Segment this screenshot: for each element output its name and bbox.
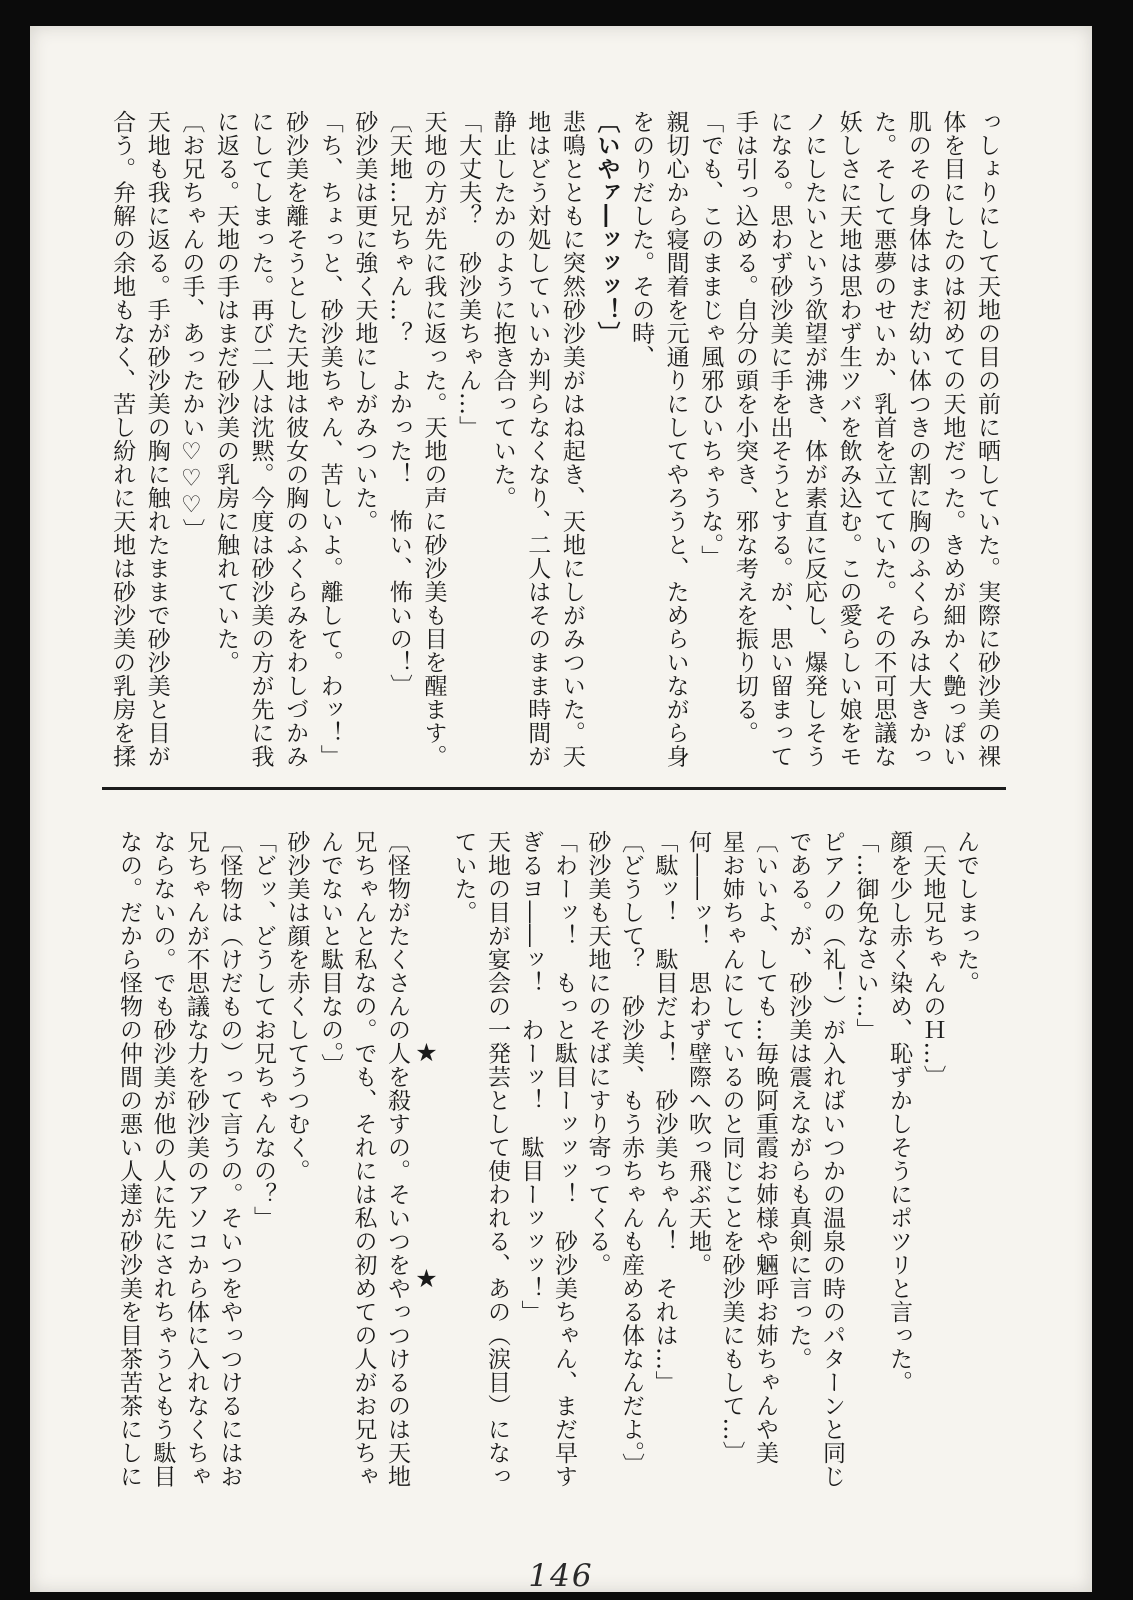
text-column: っしょりにして天地の目の前に晒していた。実際に砂沙美の裸 (974, 110, 1000, 768)
star-icon: ★ (412, 1264, 441, 1294)
text-column: 「駄ッ！ 駄目だよ！ 砂沙美ちゃん！ それは…」 (651, 830, 678, 1394)
text-column: 〔怪物がたくさんの人を殺すの。そいつをやっつけるのは天地 (384, 830, 410, 1488)
text-column: ノにしたいという欲望が沸き、体が素直に反応し、爆発しそう (801, 110, 828, 768)
text-column: ならないの。でも砂沙美が他の人に先にされちゃうともう駄目 (149, 830, 176, 1488)
text-column: 〔天地…兄ちゃん…？ よかった！ 怖い、怖いの！〕 (385, 110, 412, 698)
bottom-text-block (112, 830, 983, 1492)
text-column: ピアノの（礼！）が入ればいつかの温泉の時のパターンと同じ (819, 830, 845, 1488)
text-column: 砂沙美は顔を赤くしてうつむく。 (283, 830, 310, 1183)
top-text-block (105, 110, 1004, 772)
text-column: 砂沙美を離そうとした天地は彼女の胸のふくらみをわしづかみ (282, 110, 309, 768)
text-column: 合う。弁解の余地もなく、苦し紛れに天地は砂沙美の乳房を揉 (109, 110, 136, 768)
text-column: 何――ッ！ 思わず壁際へ吹っ飛ぶ天地。 (685, 830, 711, 1277)
text-column: 〔いいよ、しても…毎晩阿重霞お姉様や魎呼お姉ちゃんや美 (752, 830, 778, 1465)
text-column: 顔を少し赤く染め、恥ずかしそうにポツリと言った。 (886, 830, 912, 1394)
page (30, 26, 1092, 1592)
text-column: た。そして悪夢のせいか、乳首を立てていた。その不可思議な (870, 110, 897, 768)
text-column: である。が、砂沙美は震えながらも真剣に言った。 (785, 830, 812, 1371)
page-number: 146 (528, 1558, 594, 1594)
text-column: 悲鳴とともに突然砂沙美がはね起き、天地にしがみついた。天 (558, 110, 585, 768)
text-column: 兄ちゃんと私なの。でも、それには私の初めての人がお兄ちゃ (350, 830, 377, 1488)
text-column: 〔怪物は（けだもの）って言うの。そいつをやっつけるにはお (216, 830, 243, 1488)
text-column: 地はどう対処していいか判らなくなり、二人はそのまま時間が (524, 110, 551, 768)
text-column: 「わーッ！ もっと駄目ーッッッ！ 砂沙美ちゃん、まだ早す (551, 830, 577, 1488)
text-column: 妖しさに天地は思わず生ツバを飲み込む。この愛らしい娘をモ (835, 110, 862, 768)
text-column: んでないと駄目なの。〕 (317, 830, 343, 1077)
text-column: 「…御免なさい…」 (852, 830, 879, 1042)
text-column: に返る。天地の手はまだ砂沙美の乳房に触れていた。 (212, 110, 239, 674)
text-column: 親切心から寝間着を元通りにしてやろうと、ためらいながら身 (662, 110, 689, 768)
text-column: 天地の目が宴会の一発芸として使われる、あの（涙目）になっ (484, 830, 510, 1488)
text-column: んでしまった。 (953, 830, 979, 995)
text-column: 〔どうして？ 砂沙美、もう赤ちゃんも産める体なんだよ。〕 (618, 830, 644, 1477)
text-column: 手は引っ込める。自分の頭を小突き、邪な考えを振り切る。 (731, 110, 758, 745)
text-column: 「大丈夫？ 砂沙美ちゃん…」 (455, 110, 482, 439)
section-divider (102, 787, 1006, 790)
text-column: 体を目にしたのは初めての天地だった。きめが細かく艶っぽい (939, 110, 966, 768)
text-column: ぎるヨ――ッ！ わーッ！ 駄目ーッッッ！」 (517, 830, 544, 1324)
text-column: 兄ちゃんが不思議な力を砂沙美のアソコから体に入れなくちゃ (183, 830, 209, 1488)
text-column: 「どッ、どうしてお兄ちゃんなの？」 (250, 830, 276, 1230)
text-column: 〔天地兄ちゃんのＨ…〕 (919, 830, 946, 1089)
text-column: 砂沙美も天地にのそばにすり寄ってくる。 (584, 830, 611, 1277)
text-column: 「ち、ちょっと、砂沙美ちゃん、苦しいよ。離して。わッ！」 (316, 110, 343, 768)
text-column: 肌のその身体はまだ幼い体つきの割に胸のふくらみは大きかっ (904, 110, 931, 768)
text-column: 天地も我に返る。手が砂沙美の胸に触れたままで砂沙美と目が (143, 110, 170, 768)
text-column: 天地の方が先に我に返った。天地の声に砂沙美も目を醒ます。 (420, 110, 447, 768)
text-column: になる。思わず砂沙美に手を出そうとする。が、思い留まって (766, 110, 793, 768)
text-column: にしてしまった。再び二人は沈黙。今度は砂沙美の方が先に我 (247, 110, 274, 768)
text-column: 砂沙美は更に強く天地にしがみついた。 (351, 110, 378, 533)
text-column: 「でも、このままじゃ風邪ひいちゃうな。」 (697, 110, 724, 569)
text-column: をのりだした。その時、 (628, 110, 655, 369)
text-column: 〔お兄ちゃんの手、あったかい♡♡♡〕 (178, 110, 205, 542)
text-column: 静止したかのように抱き合っていた。 (489, 110, 516, 510)
text-column-scream: 〔いやァ―ッッッ！〕 (593, 110, 621, 345)
text-column: なの。だから怪物の仲間の悪い人達が砂沙美を目茶苦茶にしに (116, 830, 142, 1488)
star-divider-column (413, 830, 446, 1492)
text-column: 星お姉ちゃんにしているのと同じことを砂沙美にもして…〕 (718, 830, 745, 1465)
text-column: ていた。 (450, 830, 477, 924)
star-icon: ★ (412, 1038, 441, 1068)
